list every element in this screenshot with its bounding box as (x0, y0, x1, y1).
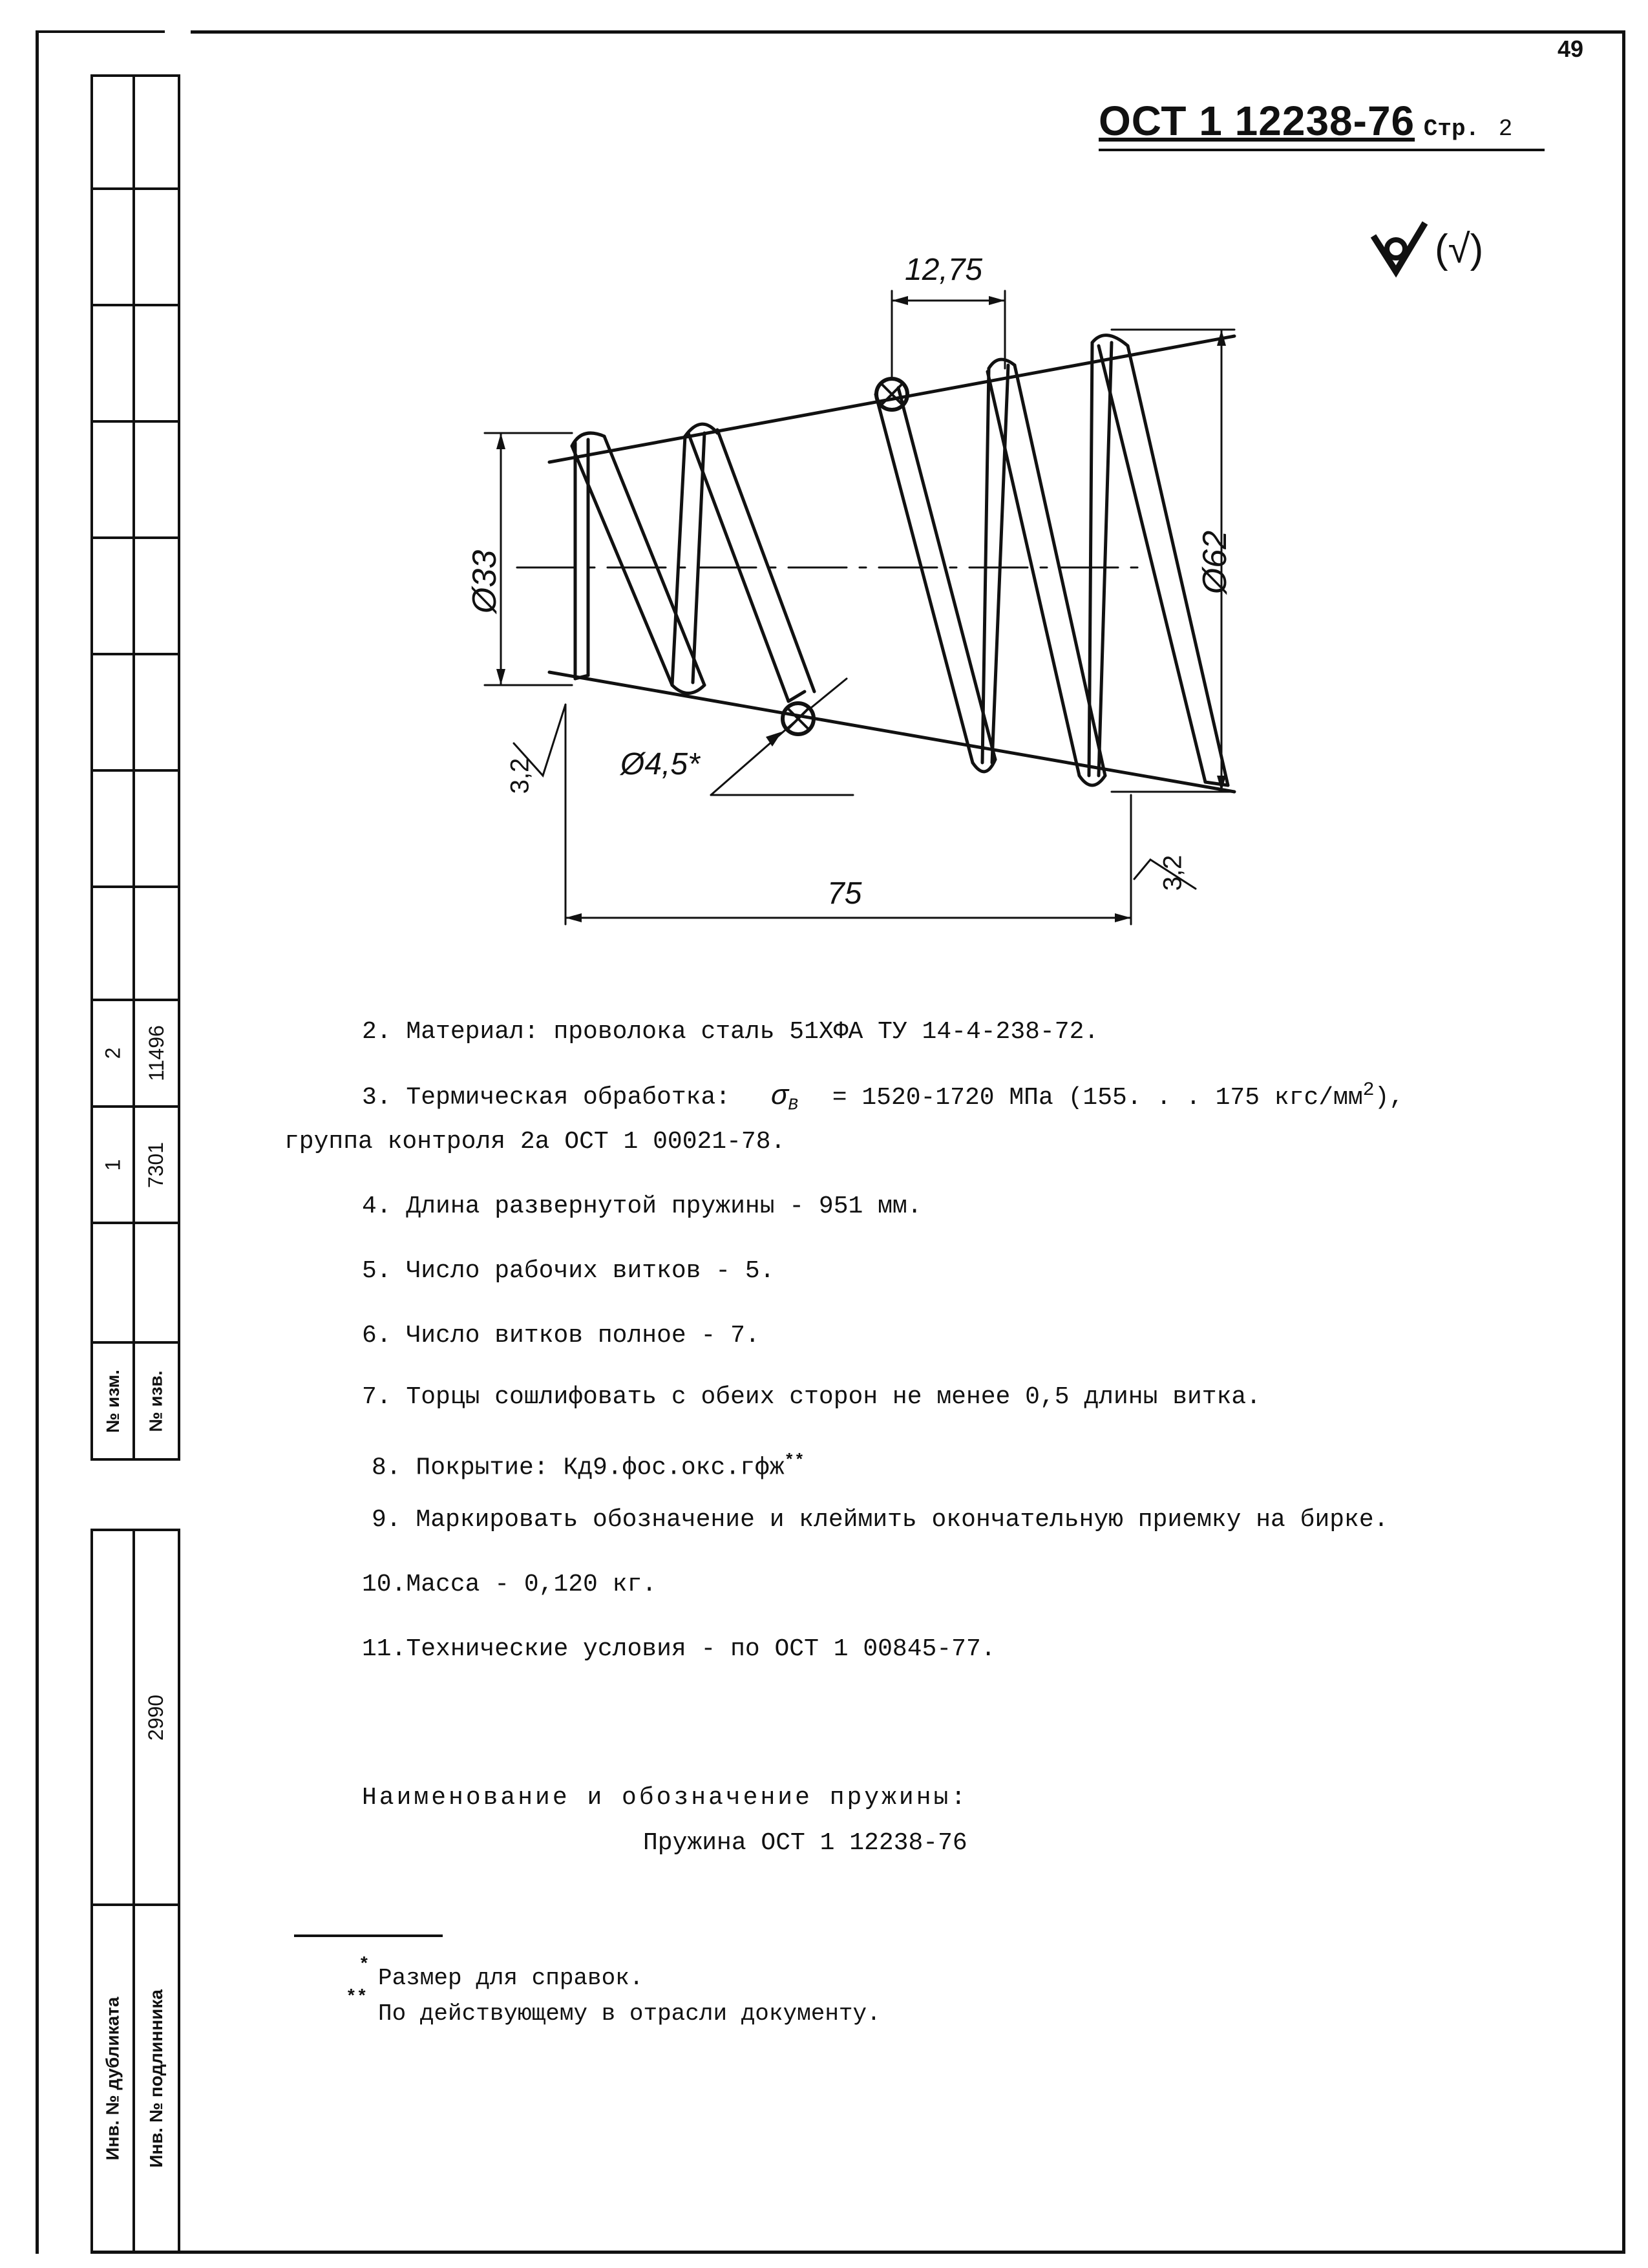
side-row-1 (90, 187, 180, 190)
page-num: 2 (1498, 116, 1513, 142)
page-number: 49 (1558, 36, 1584, 62)
rev-doc-2: 11496 (144, 1025, 168, 1081)
dim-pitch-label: 12,75 (905, 253, 983, 287)
label-original-inv: Инв. № подлинника (146, 1989, 166, 2168)
side-upper-left (90, 74, 93, 1461)
spring-drawing (452, 239, 1293, 950)
side-upper-bottom (90, 1458, 180, 1461)
note-total-coils: 6. Число витков полное - 7. (362, 1322, 760, 1350)
side-upper-top (90, 74, 180, 77)
side-row-4 (90, 536, 180, 539)
footnote-star-2: ** (346, 1987, 368, 2008)
note-control-group: группа контроля 2а ОСТ 1 00021-78. (284, 1128, 786, 1156)
side-row-2 (90, 304, 180, 306)
frame-bottom-line (90, 2251, 1625, 2254)
roughness-note: (√) (1435, 227, 1484, 271)
side-row-5 (90, 653, 180, 655)
frame-top-line-left (36, 30, 165, 33)
standard-designation: ОСТ 1 12238-76 (1099, 98, 1415, 144)
note-length: 4. Длина развернутой пружины - 951 мм. (362, 1192, 922, 1220)
note-grinding: 7. Торцы сошлифовать с обеих сторон не менее 0,5 длины витка. (362, 1383, 1262, 1411)
col-header-notice: № изв. (146, 1370, 166, 1432)
side-upper-mid (132, 74, 135, 1461)
frame-top-line (191, 30, 1625, 34)
roughness-right-label: 3,2 (1158, 854, 1187, 891)
side-row-6 (90, 769, 180, 772)
side-upper-right (178, 74, 180, 1461)
sigma-symbol: σ (770, 1080, 788, 1113)
footnote-industry-doc: По действующему в отрасли документу. (378, 2000, 881, 2027)
note-tech-conditions: 11.Технические условия - по ОСТ 1 00845-77. (362, 1635, 996, 1663)
note-material: 2. Материал: проволока сталь 51ХФА ТУ 14-4-238-72. (362, 1018, 1099, 1046)
name-value: Пружина ОСТ 1 12238-76 (643, 1829, 967, 1857)
frame-right-line (1622, 30, 1625, 2254)
roughness-left-label: 3,2 (505, 758, 534, 794)
name-title: Наименование и обозначение пружины: (362, 1784, 969, 1812)
footnote-star-1: * (359, 1955, 370, 1975)
side-lower-right (178, 1529, 180, 2252)
side-row-10 (90, 1222, 180, 1224)
note-marking: 9. Маркировать обозначение и клеймить окончательную приемку на бирке. (372, 1506, 1389, 1534)
side-row-7 (90, 885, 180, 888)
dim-small-diameter-label: Ø33 (465, 549, 503, 614)
rev-number-1: 1 (100, 1159, 124, 1171)
page-label: Стр. (1423, 116, 1480, 142)
header-block (1099, 97, 1545, 155)
note-mass: 10.Масса - 0,120 кг. (362, 1571, 657, 1598)
note-heat-treatment: 3. Термическая обработка: $\sigma_В = 1520-1720$ МПа (155. . . 175 кгс/$мм^2$), (362, 1079, 1404, 1115)
rev-doc-1: 7301 (144, 1141, 168, 1188)
footnote-reference-size: Размер для справок. (378, 1965, 644, 1991)
rev-number-2: 2 (100, 1047, 124, 1059)
side-row-3 (90, 420, 180, 423)
dim-large-diameter-label: Ø62 (1196, 530, 1234, 595)
footnote-separator (294, 1934, 443, 1937)
roughness-symbol-icon (1370, 220, 1428, 278)
dim-wire-diameter-label: Ø4,5* (620, 747, 700, 781)
label-duplicate-inv: Инв. № дубликата (102, 1997, 123, 2160)
frame-left-line (36, 30, 39, 2254)
col-header-change: № изм. (102, 1369, 123, 1433)
header-underline (1099, 149, 1545, 151)
note-coating: 8. Покрытие: Кд9.фос.окс.гфж** (372, 1451, 805, 1482)
note-working-coils: 5. Число рабочих витков - 5. (362, 1257, 775, 1285)
dim-length-label: 75 (827, 876, 862, 911)
duplicate-inv-number: 2990 (144, 1694, 168, 1741)
